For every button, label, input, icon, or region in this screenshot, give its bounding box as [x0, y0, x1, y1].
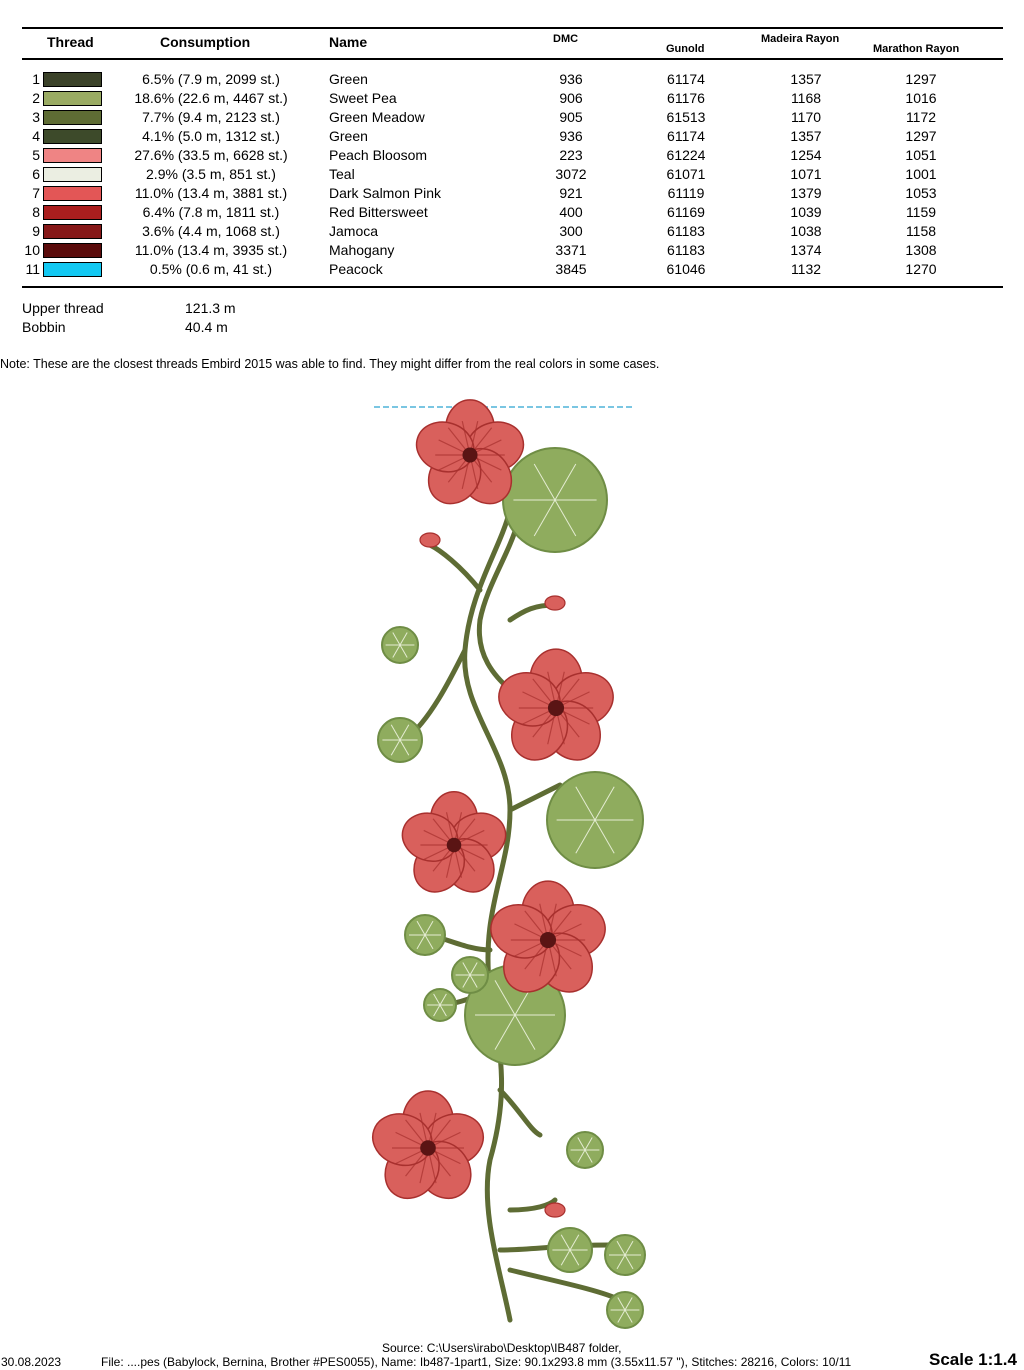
- table-row: [0, 260, 1024, 279]
- madeira-cell: 1379: [790, 185, 822, 201]
- dmc-cell: 905: [559, 109, 583, 125]
- header-thread: Thread: [47, 34, 94, 50]
- madeira-cell: 1170: [790, 109, 822, 125]
- bobbin-value: 40.4 m: [185, 319, 228, 335]
- thread-name-cell: Sweet Pea: [329, 90, 397, 106]
- flower-shape: [396, 792, 512, 902]
- leaf-shape: [424, 989, 456, 1021]
- dmc-cell: 3072: [555, 166, 587, 182]
- color-swatch: [43, 167, 102, 182]
- dmc-cell: 906: [559, 90, 583, 106]
- marathon-cell: 1297: [905, 71, 937, 87]
- consumption-cell: 27.6% (33.5 m, 6628 st.): [134, 147, 288, 163]
- gunold-cell: 61169: [667, 204, 705, 220]
- embroidery-design-preview: [360, 390, 680, 1340]
- gunold-cell: 61046: [666, 261, 706, 277]
- header-name: Name: [329, 34, 368, 50]
- thread-number: 9: [32, 223, 40, 239]
- flower-shape: [366, 1091, 490, 1209]
- color-swatch: [43, 224, 102, 239]
- color-swatch: [43, 91, 102, 106]
- footer-file-info: File: ....pes (Babylock, Bernina, Brother #PES0055), Name: Ib487-1part1, Size: 90.1x293.8 mm (3.55x11.57 "), Stitches: 28216, Colors: 10/11: [101, 1355, 852, 1369]
- leaf-shape: [378, 718, 422, 762]
- madeira-cell: 1374: [790, 242, 822, 258]
- thread-number: 2: [32, 90, 40, 106]
- thread-number: 4: [32, 128, 40, 144]
- leaf-shape: [405, 915, 445, 955]
- madeira-cell: 1038: [790, 223, 822, 239]
- color-swatch: [43, 243, 102, 258]
- note-text: Note: These are the closest threads Embird 2015 was able to find. They might differ from the real colors in some cases.: [0, 357, 660, 371]
- bobbin-label: Bobbin: [22, 319, 66, 335]
- dmc-cell: 3845: [555, 261, 587, 277]
- color-swatch: [43, 72, 102, 87]
- thread-name-cell: Green: [329, 71, 368, 87]
- gunold-cell: 61119: [667, 185, 705, 201]
- leaf-shape: [605, 1235, 645, 1275]
- marathon-cell: 1308: [905, 242, 937, 258]
- marathon-cell: 1159: [905, 204, 937, 220]
- bud-shape: [545, 596, 565, 610]
- thread-name-cell: Green Meadow: [329, 109, 425, 125]
- thread-number: 10: [24, 242, 40, 258]
- footer-date: 30.08.2023: [1, 1355, 62, 1369]
- bud-shape: [545, 1203, 565, 1217]
- thread-number: 3: [32, 109, 40, 125]
- gunold-cell: 61176: [667, 90, 705, 106]
- consumption-cell: 4.1% (5.0 m, 1312 st.): [142, 128, 280, 144]
- thread-name-cell: Jamoca: [329, 223, 379, 239]
- table-row: [0, 203, 1024, 222]
- marathon-cell: 1053: [905, 185, 937, 201]
- madeira-cell: 1168: [790, 90, 822, 106]
- thread-name-cell: Peach Bloosom: [329, 147, 428, 163]
- dmc-cell: 936: [559, 128, 583, 144]
- table-top-rule: [22, 27, 1003, 29]
- thread-number: 6: [32, 166, 40, 182]
- consumption-cell: 7.7% (9.4 m, 2123 st.): [142, 109, 280, 125]
- thread-name-cell: Green: [329, 128, 368, 144]
- table-bottom-rule: [22, 286, 1003, 288]
- color-swatch: [43, 186, 102, 201]
- table-row: [0, 146, 1024, 165]
- leaf-shape: [548, 1228, 592, 1272]
- gunold-cell: 61071: [666, 166, 706, 182]
- dmc-cell: 936: [559, 71, 583, 87]
- thread-name-cell: Mahogany: [329, 242, 395, 258]
- gunold-cell: 61183: [667, 242, 705, 258]
- table-row: [0, 70, 1024, 89]
- header-dmc: DMC: [553, 33, 579, 45]
- thread-number: 8: [32, 204, 40, 220]
- color-swatch: [43, 262, 102, 277]
- footer-scale: Scale 1:1.4: [929, 1350, 1017, 1369]
- upper-thread-label: Upper thread: [22, 300, 104, 316]
- thread-name-cell: Dark Salmon Pink: [329, 185, 442, 201]
- table-row: [0, 184, 1024, 203]
- leaf-shape: [607, 1292, 643, 1328]
- thread-name-cell: Teal: [329, 166, 355, 182]
- gunold-cell: 61183: [667, 223, 705, 239]
- dmc-cell: 3371: [555, 242, 587, 258]
- color-swatch: [43, 205, 102, 220]
- header-marathon: Marathon Rayon: [873, 43, 960, 55]
- color-swatch: [43, 129, 102, 144]
- marathon-cell: 1051: [905, 147, 937, 163]
- color-swatch: [43, 110, 102, 125]
- table-row: [0, 222, 1024, 241]
- bud-shape: [420, 533, 440, 547]
- madeira-cell: 1039: [790, 204, 822, 220]
- marathon-cell: 1158: [905, 223, 937, 239]
- thread-name-cell: Red Bittersweet: [329, 204, 428, 220]
- gunold-cell: 61513: [666, 109, 706, 125]
- table-header-rule: [22, 58, 1003, 60]
- madeira-cell: 1357: [790, 71, 822, 87]
- table-row: [0, 241, 1024, 260]
- consumption-cell: 2.9% (3.5 m, 851 st.): [146, 166, 276, 182]
- leaf-shape: [567, 1132, 603, 1168]
- leaf-shape: [382, 627, 418, 663]
- thread-number: 5: [32, 147, 40, 163]
- thread-number: 7: [32, 185, 40, 201]
- madeira-cell: 1254: [790, 147, 822, 163]
- leaf-shape: [547, 772, 643, 868]
- flower-shape: [492, 649, 620, 771]
- dmc-cell: 223: [559, 147, 583, 163]
- header-consumption: Consumption: [160, 34, 251, 50]
- dmc-cell: 400: [559, 204, 583, 220]
- color-swatch: [43, 148, 102, 163]
- consumption-cell: 6.5% (7.9 m, 2099 st.): [142, 71, 280, 87]
- header-madeira: Madeira Rayon: [761, 33, 840, 45]
- footer-source: Source: C:\Users\irabo\Desktop\IB487 folder,: [382, 1341, 622, 1355]
- consumption-cell: 11.0% (13.4 m, 3881 st.): [134, 185, 288, 201]
- thread-number: 1: [32, 71, 40, 87]
- table-row: [0, 89, 1024, 108]
- madeira-cell: 1132: [790, 261, 822, 277]
- consumption-cell: 11.0% (13.4 m, 3935 st.): [134, 242, 288, 258]
- gunold-cell: 61224: [666, 147, 706, 163]
- dmc-cell: 921: [559, 185, 583, 201]
- gunold-cell: 61174: [667, 128, 705, 144]
- table-row: [0, 165, 1024, 184]
- marathon-cell: 1016: [905, 90, 937, 106]
- dmc-cell: 300: [559, 223, 583, 239]
- consumption-cell: 0.5% (0.6 m, 41 st.): [149, 261, 273, 277]
- thread-name-cell: Peacock: [329, 261, 383, 277]
- gunold-cell: 61174: [667, 71, 705, 87]
- thread-number: 11: [25, 261, 40, 277]
- marathon-cell: 1270: [905, 261, 937, 277]
- marathon-cell: 1172: [905, 109, 937, 125]
- table-row: [0, 108, 1024, 127]
- upper-thread-value: 121.3 m: [185, 300, 236, 316]
- table-row: [0, 127, 1024, 146]
- madeira-cell: 1071: [790, 166, 822, 182]
- consumption-cell: 3.6% (4.4 m, 1068 st.): [142, 223, 280, 239]
- header-gunold: Gunold: [666, 43, 705, 55]
- madeira-cell: 1357: [790, 128, 822, 144]
- consumption-cell: 6.4% (7.8 m, 1811 st.): [142, 204, 280, 220]
- marathon-cell: 1297: [905, 128, 937, 144]
- marathon-cell: 1001: [905, 166, 937, 182]
- consumption-cell: 18.6% (22.6 m, 4467 st.): [134, 90, 288, 106]
- leaf-shape: [503, 448, 607, 552]
- leaf-shape: [452, 957, 488, 993]
